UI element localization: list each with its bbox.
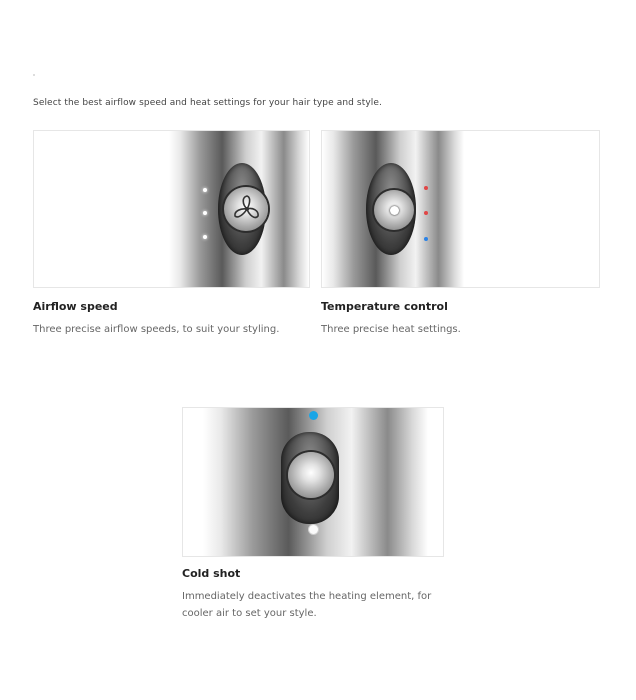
speed-indicator-led bbox=[203, 235, 207, 239]
heat-indicator-led bbox=[424, 186, 428, 190]
heat-dial-center bbox=[390, 206, 399, 215]
cool-indicator-led bbox=[424, 237, 428, 241]
feature-title: Temperature control bbox=[321, 300, 448, 313]
intro-text: Select the best airflow speed and heat settings for your hair type and style. bbox=[33, 98, 382, 108]
cold-shot-image bbox=[182, 407, 444, 557]
speed-indicator-led bbox=[203, 188, 207, 192]
feature-description: Three precise heat settings. bbox=[321, 324, 461, 335]
airflow-speed-image bbox=[33, 130, 310, 288]
feature-title: Airflow speed bbox=[33, 300, 118, 313]
decorative-mark bbox=[33, 74, 35, 76]
power-indicator-ring bbox=[308, 524, 319, 535]
feature-description: Immediately deactivates the heating element, for cooler air to set your style. bbox=[182, 591, 432, 619]
feature-description: Three precise airflow speeds, to suit your styling. bbox=[33, 324, 280, 335]
fan-icon bbox=[230, 192, 264, 226]
speed-indicator-led bbox=[203, 211, 207, 215]
cold-shot-button-icon bbox=[288, 452, 334, 498]
temperature-control-image bbox=[321, 130, 600, 288]
feature-title: Cold shot bbox=[182, 567, 241, 580]
cold-shot-indicator bbox=[309, 411, 318, 420]
heat-indicator-led bbox=[424, 211, 428, 215]
